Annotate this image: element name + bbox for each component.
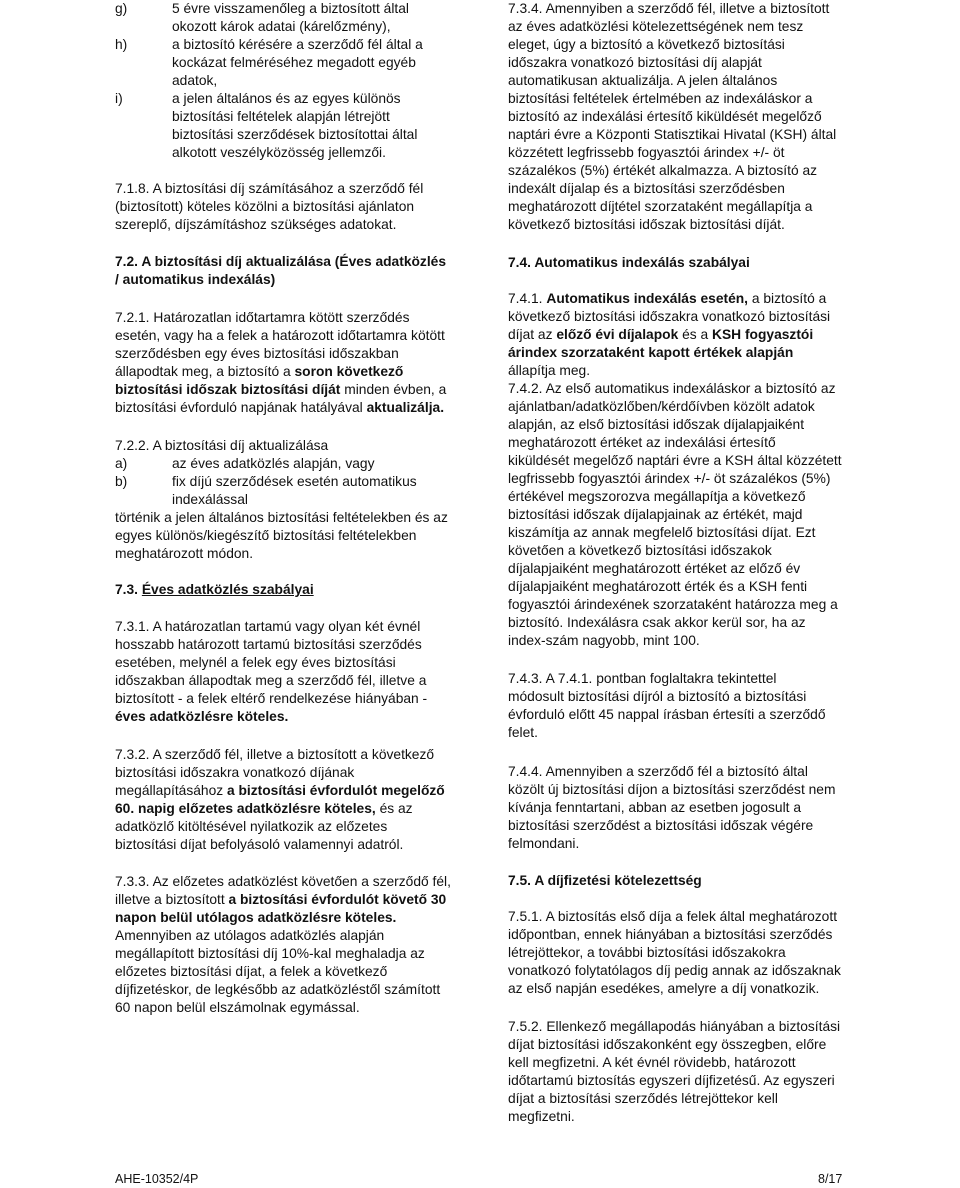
footer-document-id: AHE-10352/4P <box>115 1172 199 1186</box>
paragraph-7-2-2: 7.2.2. A biztosítási díj aktualizálása <box>115 438 329 453</box>
heading-7-3: 7.3. Éves adatközlés szabályai <box>115 582 314 597</box>
list-item-text: a jelen általános és az egyes különös biztosítási feltételek alapján létrejött biztosítási szerződések biztosítottai által alkotott veszélyközösség jellemzői. <box>172 91 418 160</box>
list-marker: i) <box>115 91 123 106</box>
list-marker: g) <box>115 1 128 16</box>
paragraph-7-2-2-tail: történik a jelen általános biztosítási feltételekben és az egyes különös/kiegészítő biztosítási feltételekben meghatározott módon. <box>115 510 448 561</box>
paragraph-7-4-3: 7.4.3. A 7.4.1. pontban foglaltakra tekintettel módosult biztosítási díjról a biztosító a biztosítási évforduló előtt 45 nappal írásban értesíti a szerződő felet. <box>508 671 826 740</box>
footer-page-number: 8/17 <box>818 1172 843 1186</box>
paragraph-7-3-2: 7.3.2. A szerződő fél, illetve a biztosított a következő biztosítási időszakra vonatkozó díjának megállapításához a biztosítási évfordulót megelőző 60. napig előzetes adatközlésre köteles, és az adatközlő kitöltésével nyilatkozik az előzetes biztosítási díjat befolyásoló valamennyi adatról. <box>115 747 445 852</box>
paragraph-7-3-4: 7.3.4. Amennyiben a szerződő fél, illetve a biztosított az éves adatközlési kötelezettségének nem tesz eleget, úgy a biztosító a következő biztosítási időszakra vonatkozó biztosítási díj alapját automatikusan aktualizálja. A jelen általános biztosítási feltételek értelmében az indexáláskor a biztosító az indexálási értesítő kiküldését megelőző naptári évre a Központi Statisztikai Hivatal (KSH) által közzétett legfrissebb fogyasztói árindex +/- öt százalékos (5%) értékét alkalmazza. A biztosító az indexált díjalap és a biztosítási szerződésben meghatározott díjtétel szorzataként megállapítja a következő biztosítási időszak biztosítási díját. <box>508 1 837 232</box>
paragraph-7-4-4: 7.4.4. Amennyiben a szerződő fél a biztosító által közölt új biztosítási díjon a biztosítási szerződést nem kívánja fenntartani, abban az esetben jogosult a biztosítási szerződést a biztosítási időszak végére felmondani. <box>508 764 836 851</box>
paragraph-7-2-1: 7.2.1. Határozatlan időtartamra kötött szerződés esetén, vagy ha a felek a határozott időtartamra kötött szerződésben egy éves biztosítási időszakban állapodtak meg, a biztosító a soron következő biztosítási időszak biztosítási díját minden évben, a biztosítási évforduló napjának hatályával aktualizálja. <box>115 310 447 415</box>
paragraph-7-4-2: 7.4.2. Az első automatikus indexáláskor a biztosító az ajánlatban/adatközlőben/kérdőívben közölt adatok alapján, az első biztosítási időszak díjalapjaiként meghatározott értéket az indexálási értesítő kiküldését megelőző naptári évre a KSH által közzétett legfrissebb fogyasztói árindex +/- öt százalékos (5%) értékével megszorozva megállapítja a következő biztosítási időszak díjalapjainak az értékét, majd kiszámítja az annak megfelelő biztosítási díjat. Ezt követően a következő biztosítási időszakok díjalapjaiként meghatározott értéket az előző év díjalapjaiként meghatározott érték és a KSH fenti fogyasztói árindexének szorzataként határozza meg a biztosító. Indexálásra csak akkor kerül sor, ha az index-szám nagyobb, mint 100. <box>508 381 842 648</box>
list-marker: b) <box>115 474 128 489</box>
heading-7-2: 7.2. A biztosítási díj aktualizálása (Éves adatközlés / automatikus indexálás) <box>115 254 447 287</box>
paragraph-7-4-1: 7.4.1. Automatikus indexálás esetén, a biztosító a következő biztosítási időszakra vonatkozó biztosítási díjat az előző évi díjalapok és a KSH fogyasztói árindex szorzataként kapott értékek alapján állapítja meg. <box>508 291 831 378</box>
list-marker: h) <box>115 37 128 52</box>
list-marker: a) <box>115 456 128 471</box>
paragraph-7-3-3: 7.3.3. Az előzetes adatközlést követően a szerződő fél, illetve a biztosított a biztosítási évfordulót követő 30 napon belül utólagos adatközlésre köteles. Amennyiben az utólagos adatközlés alapján megállapított biztosítási díj 10%-kal meghaladja az előzetes biztosítási díjat, a felek a következő díjfizetéskor, de legkésőbb az adatközléstől számított 60 napon belül elszámolnak egymással. <box>115 874 451 1015</box>
paragraph-7-5-1: 7.5.1. A biztosítás első díja a felek által meghatározott időpontban, ennek hiányában a biztosítási szerződés létrejöttekor, a további biztosítási időszakokra vonatkozó folytatólagos díj pedig annak az időszaknak az első napján esedékes, amelyre a díj vonatkozik. <box>508 909 841 996</box>
paragraph-7-1-8: 7.1.8. A biztosítási díj számításához a szerződő fél (biztosított) köteles közölni a biztosítási ajánlaton szereplő, díjszámításhoz szükséges adatokat. <box>115 181 424 232</box>
paragraph-7-5-2: 7.5.2. Ellenkező megállapodás hiányában a biztosítási díjat biztosítási időszakonként egy összegben, előre kell megfizetni. A két évnél rövidebb, határozott időtartamú biztosítás egyszeri díjfizetésű. Az egyszeri díjat a biztosítási szerződés létrejöttekor kell megfizetni. <box>508 1019 841 1124</box>
list-item-text: a biztosító kérésére a szerződő fél által a kockázat felméréséhez megadott egyéb adatok, <box>172 37 423 88</box>
heading-7-5: 7.5. A díjfizetési kötelezettség <box>508 873 702 888</box>
list-item-text: fix díjú szerződések esetén automatikus indexálással <box>172 474 417 507</box>
heading-7-4: 7.4. Automatikus indexálás szabályai <box>508 255 750 270</box>
paragraph-7-3-1: 7.3.1. A határozatlan tartamú vagy olyan két évnél hosszabb határozott tartamú biztosítási szerződés esetében, melynél a felek egy éves biztosítási időszakban állapodtak meg a szerződő fél, illetve a biztosított - a felek eltérő rendelkezése hiányában - éves adatközlésre köteles. <box>115 619 428 724</box>
list-item-text: az éves adatközlés alapján, vagy <box>172 456 375 471</box>
list-item-text: 5 évre visszamenőleg a biztosított által okozott károk adatai (kárelőzmény), <box>172 1 409 34</box>
